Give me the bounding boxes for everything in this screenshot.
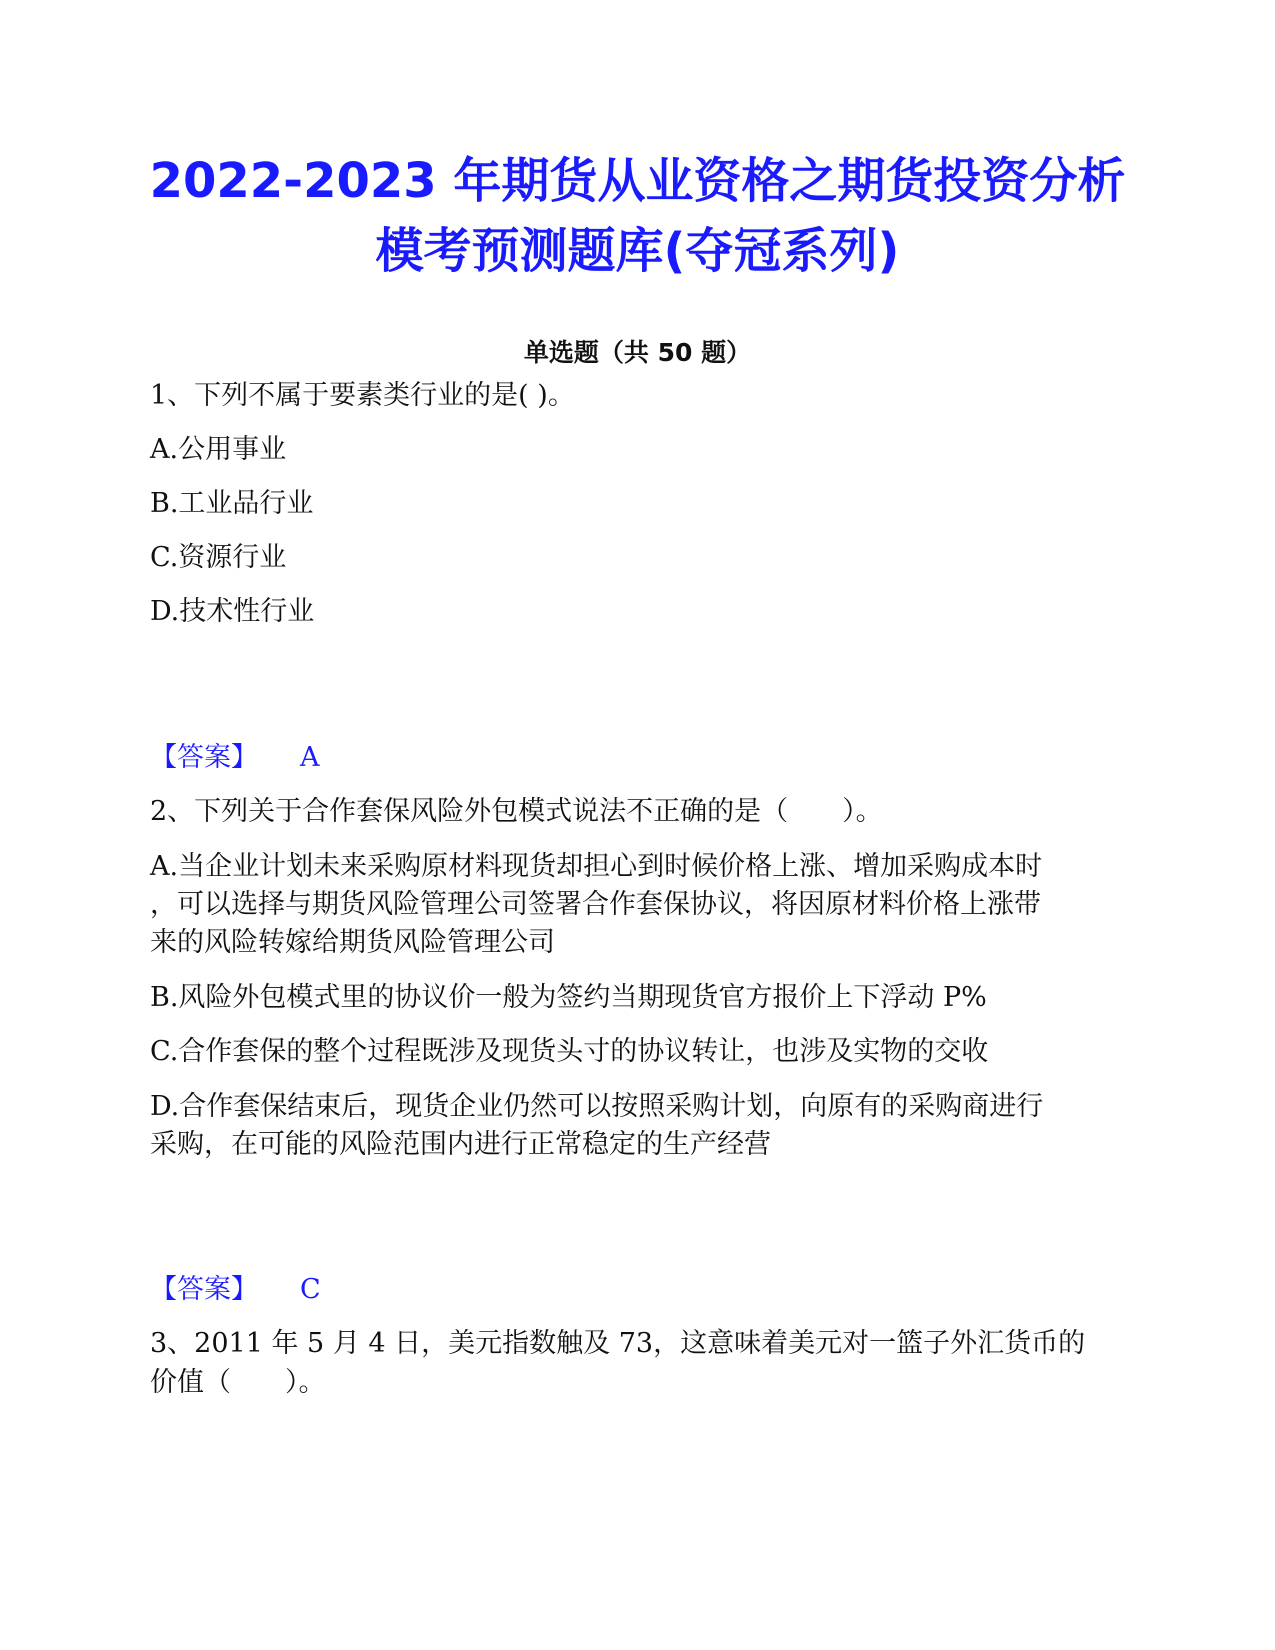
document-title-line-1: 2022-2023 年期货从业资格之期货投资分析: [149, 153, 1126, 209]
question-1-option-d: D.技术性行业: [150, 596, 315, 627]
question-3-stem-line-2: 价值（ ）。: [150, 1367, 326, 1398]
question-1-stem: 1、下列不属于要素类行业的是( )。: [150, 380, 575, 411]
question-1-answer: [150, 738, 320, 778]
question-2-option-d-line-1: D.合作套保结束后，现货企业仍然可以按照采购计划，向原有的采购商进行: [150, 1091, 1044, 1122]
question-2-option-a-line-3: 来的风险转嫁给期货风险管理公司: [150, 927, 555, 958]
answer-value: A: [300, 742, 320, 773]
question-2-answer: [150, 1270, 321, 1310]
question-1-option-c: C.资源行业: [150, 542, 287, 573]
section-heading: 单选题（共 50 题）: [523, 338, 752, 367]
question-1-option-a: A.公用事业: [150, 434, 287, 465]
question-2-option-a-line-1: A.当企业计划未来采购原材料现货却担心到时候价格上涨、增加采购成本时: [150, 851, 1043, 882]
question-2-option-d-line-2: 采购，在可能的风险范围内进行正常稳定的生产经营: [150, 1129, 771, 1160]
question-3-stem-line-1: 3、2011 年 5 月 4 日，美元指数触及 73，这意味着美元对一篮子外汇货币的: [150, 1328, 1086, 1359]
answer-label: 【答案】: [150, 742, 258, 773]
answer-value: C: [300, 1274, 321, 1305]
question-2-option-a-line-2: ，可以选择与期货风险管理公司签署合作套保协议，将因原材料价格上涨带: [150, 889, 1041, 920]
question-1-option-b: B.工业品行业: [150, 488, 314, 519]
question-2-option-c: C.合作套保的整个过程既涉及现货头寸的协议转让，也涉及实物的交收: [150, 1036, 989, 1067]
question-2-option-b: B.风险外包模式里的协议价一般为签约当期现货官方报价上下浮动 P%: [150, 982, 987, 1013]
answer-label: 【答案】: [150, 1274, 258, 1305]
document-title-line-2: 模考预测题库(夺冠系列): [375, 223, 900, 279]
question-2-stem: 2、下列关于合作套保风险外包模式说法不正确的是（ ）。: [150, 796, 883, 827]
